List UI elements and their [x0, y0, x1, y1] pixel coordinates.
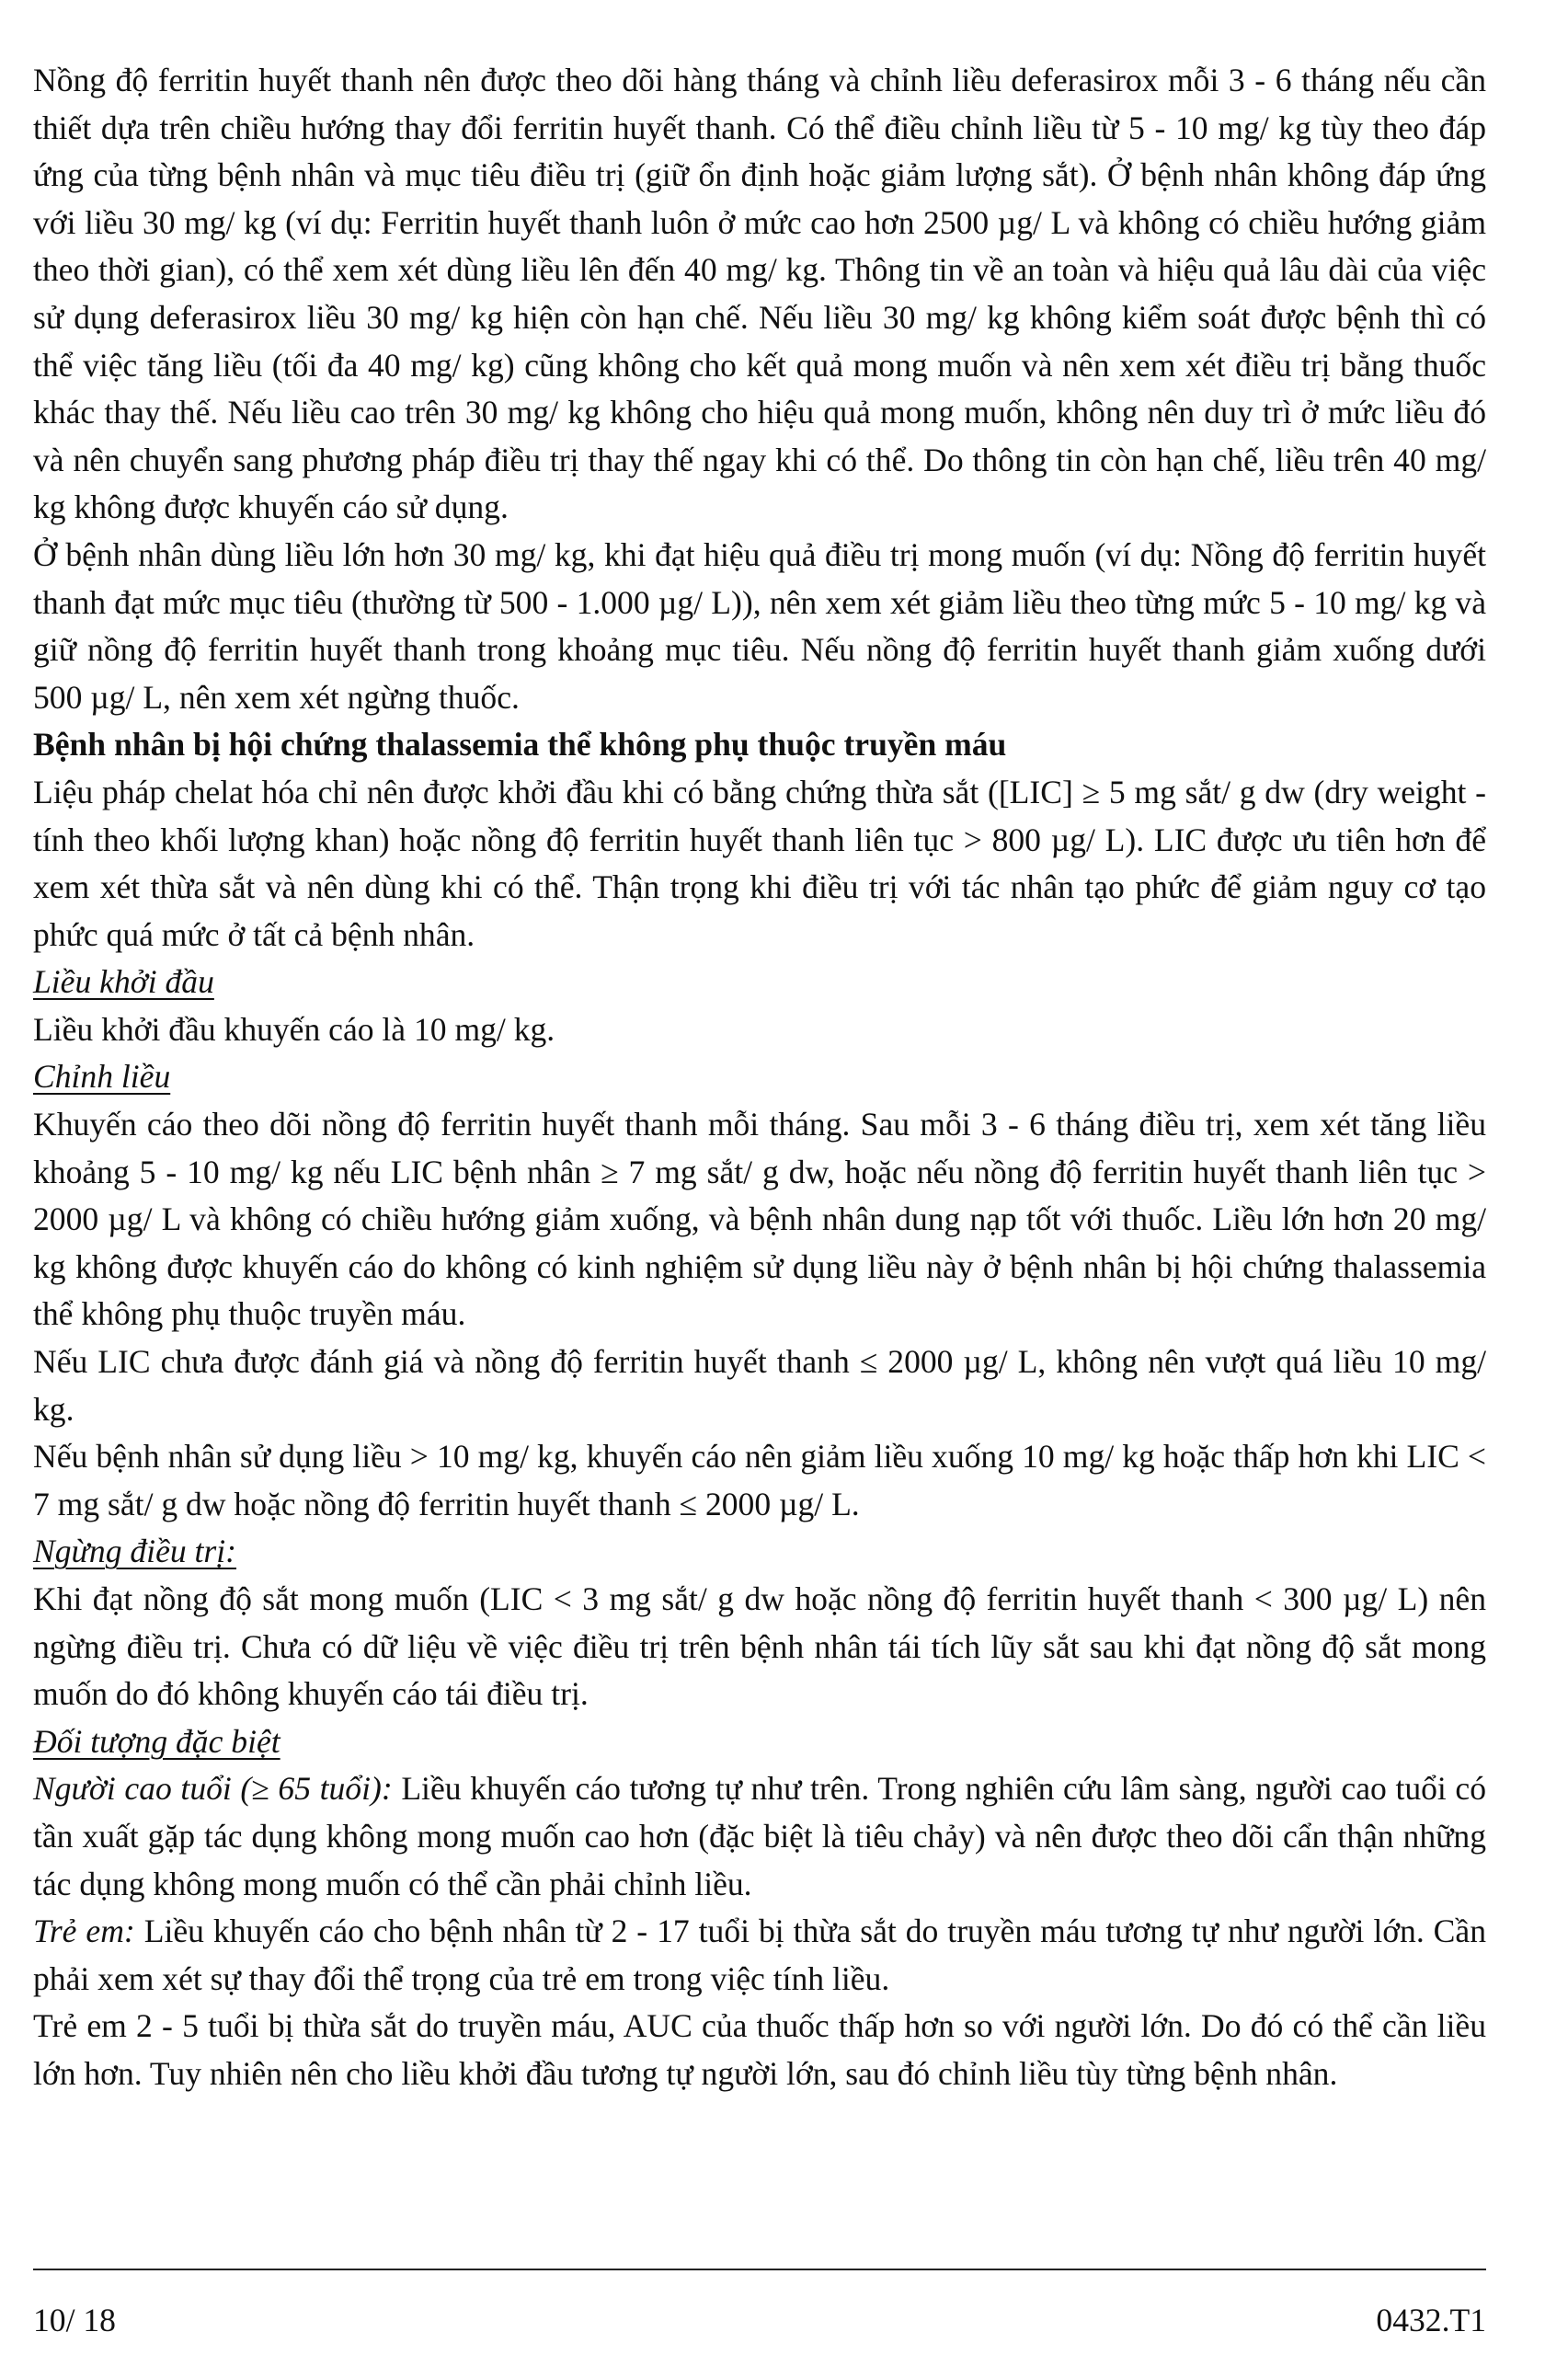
elderly-label: Người cao tuổi (≥ 65 tuổi):	[33, 1770, 393, 1808]
paragraph-stop-treatment: Khi đạt nồng độ sắt mong muốn (LIC < 3 mg sắt/ g dw hoặc nồng độ ferritin huyết thanh < 300 µg/ L) nên ngừng điều trị. Chưa có dữ liệu về việc điều trị trên bệnh nhân tái tích lũy sắt sau khi đạt nồng độ sắt mong muốn do đó không khuyến cáo tái điều trị.	[33, 1580, 1486, 1713]
paragraph-children	[33, 1908, 1486, 2003]
paragraph-chelation-start: Liệu pháp chelat hóa chỉ nên được khởi đầu khi có bằng chứng thừa sắt ([LIC] ≥ 5 mg sắt/ g dw (dry weight - tính theo khối lượng khan) hoặc nồng độ ferritin huyết thanh liên tục > 800 µg/ L). LIC được ưu tiên hơn để xem xét thừa sắt và nên dùng khi có thể. Thận trọng khi điều trị với tác nhân tạo phức để giảm nguy cơ tạo phức quá mức ở tất cả bệnh nhân.	[33, 773, 1486, 953]
paragraph-children-young: Trẻ em 2 - 5 tuổi bị thừa sắt do truyền máu, AUC của thuốc thấp hơn so với người lớn. Do đó có thể cần liều lớn hơn. Tuy nhiên nên cho liều khởi đầu tương tự người lớn, sau đó chỉnh liều tùy từng bệnh nhân.	[33, 2007, 1486, 2092]
page-number: 10/ 18	[33, 2302, 116, 2338]
document-code: 0432.T1	[1376, 2302, 1486, 2338]
footer-divider	[33, 2269, 1486, 2270]
paragraph-dose-adjustment: Khuyến cáo theo dõi nồng độ ferritin huyết thanh mỗi tháng. Sau mỗi 3 - 6 tháng điều trị, xem xét tăng liều khoảng 5 - 10 mg/ kg nếu LIC bệnh nhân ≥ 7 mg sắt/ g dw, hoặc nếu nồng độ ferritin huyết thanh liên tục > 2000 µg/ L và không có chiều hướng giảm xuống, và bệnh nhân dung nạp tốt với thuốc. Liều lớn hơn 20 mg/ kg không được khuyến cáo do không có kinh nghiệm sử dụng liều này ở bệnh nhân bị hội chứng thalassemia thể không phụ thuộc truyền máu.	[33, 1106, 1486, 1333]
document-body	[33, 57, 1486, 2098]
paragraph-dose-decrease: Nếu bệnh nhân sử dụng liều > 10 mg/ kg, khuyến cáo nên giảm liều xuống 10 mg/ kg hoặc thấp hơn khi LIC < 7 mg sắt/ g dw hoặc nồng độ ferritin huyết thanh ≤ 2000 µg/ L.	[33, 1438, 1486, 1522]
paragraph-elderly	[33, 1765, 1486, 1908]
section-heading-ntdt: Bệnh nhân bị hội chứng thalassemia thể không phụ thuộc truyền máu	[33, 726, 1007, 764]
subheading-stop-treatment: Ngừng điều trị:	[33, 1533, 237, 1570]
subheading-special-populations: Đối tượng đặc biệt	[33, 1722, 280, 1760]
subheading-initial-dose: Liều khởi đầu	[33, 963, 214, 1001]
children-text: Liều khuyến cáo cho bệnh nhân từ 2 - 17 tuổi bị thừa sắt do truyền máu tương tự như người lớn. Cần phải xem xét sự thay đổi thể trọng của trẻ em trong việc tính liều.	[33, 1913, 1486, 1997]
paragraph-lic-not-assessed: Nếu LIC chưa được đánh giá và nồng độ ferritin huyết thanh ≤ 2000 µg/ L, không nên vượt quá liều 10 mg/ kg.	[33, 1343, 1486, 1428]
subheading-dose-adjustment: Chỉnh liều	[33, 1058, 171, 1096]
children-label: Trẻ em:	[33, 1913, 135, 1950]
paragraph-initial-dose: Liều khởi đầu khuyến cáo là 10 mg/ kg.	[33, 1010, 555, 1048]
elderly-text: Liều khuyến cáo tương tự như trên. Trong nghiên cứu lâm sàng, người cao tuổi có tần xuất gặp tác dụng không mong muốn cao hơn (đặc biệt là tiêu chảy) và nên được theo dõi cẩn thận những tác dụng không mong muốn có thể cần phải chỉnh liều.	[33, 1770, 1487, 1902]
paragraph-dose-reduction: Ở bệnh nhân dùng liều lớn hơn 30 mg/ kg, khi đạt hiệu quả điều trị mong muốn (ví dụ: Nồng độ ferritin huyết thanh đạt mức mục tiêu (thường từ 500 - 1.000 µg/ L)), nên xem xét giảm liều theo từng mức 5 - 10 mg/ kg và giữ nồng độ ferritin huyết thanh trong khoảng mục tiêu. Nếu nồng độ ferritin huyết thanh giảm xuống dưới 500 µg/ L, nên xem xét ngừng thuốc.	[33, 535, 1486, 716]
paragraph-dose-monitoring: Nồng độ ferritin huyết thanh nên được theo dõi hàng tháng và chỉnh liều deferasirox mỗi 3 - 6 tháng nếu cần thiết dựa trên chiều hướng thay đổi ferritin huyết thanh. Có thể điều chỉnh liều từ 5 - 10 mg/ kg tùy theo đáp ứng của từng bệnh nhân và mục tiêu điều trị (giữ ổn định hoặc giảm lượng sắt). Ở bệnh nhân không đáp ứng với liều 30 mg/ kg (ví dụ: Ferritin huyết thanh luôn ở mức cao hơn 2500 µg/ L và không có chiều hướng giảm theo thời gian), có thể xem xét dùng liều lên đến 40 mg/ kg. Thông tin về an toàn và hiệu quả lâu dài của việc sử dụng deferasirox liều 30 mg/ kg hiện còn hạn chế. Nếu liều 30 mg/ kg không kiểm soát được bệnh thì có thể việc tăng liều (tối đa 40 mg/ kg) cũng không cho kết quả mong muốn và nên xem xét điều trị bằng thuốc khác thay thế. Nếu liều cao trên 30 mg/ kg không cho hiệu quả mong muốn, không nên duy trì ở mức liều đó và nên chuyển sang phương pháp điều trị thay thế ngay khi có thể. Do thông tin còn hạn chế, liều trên 40 mg/ kg không được khuyến cáo sử dụng.	[33, 62, 1486, 526]
